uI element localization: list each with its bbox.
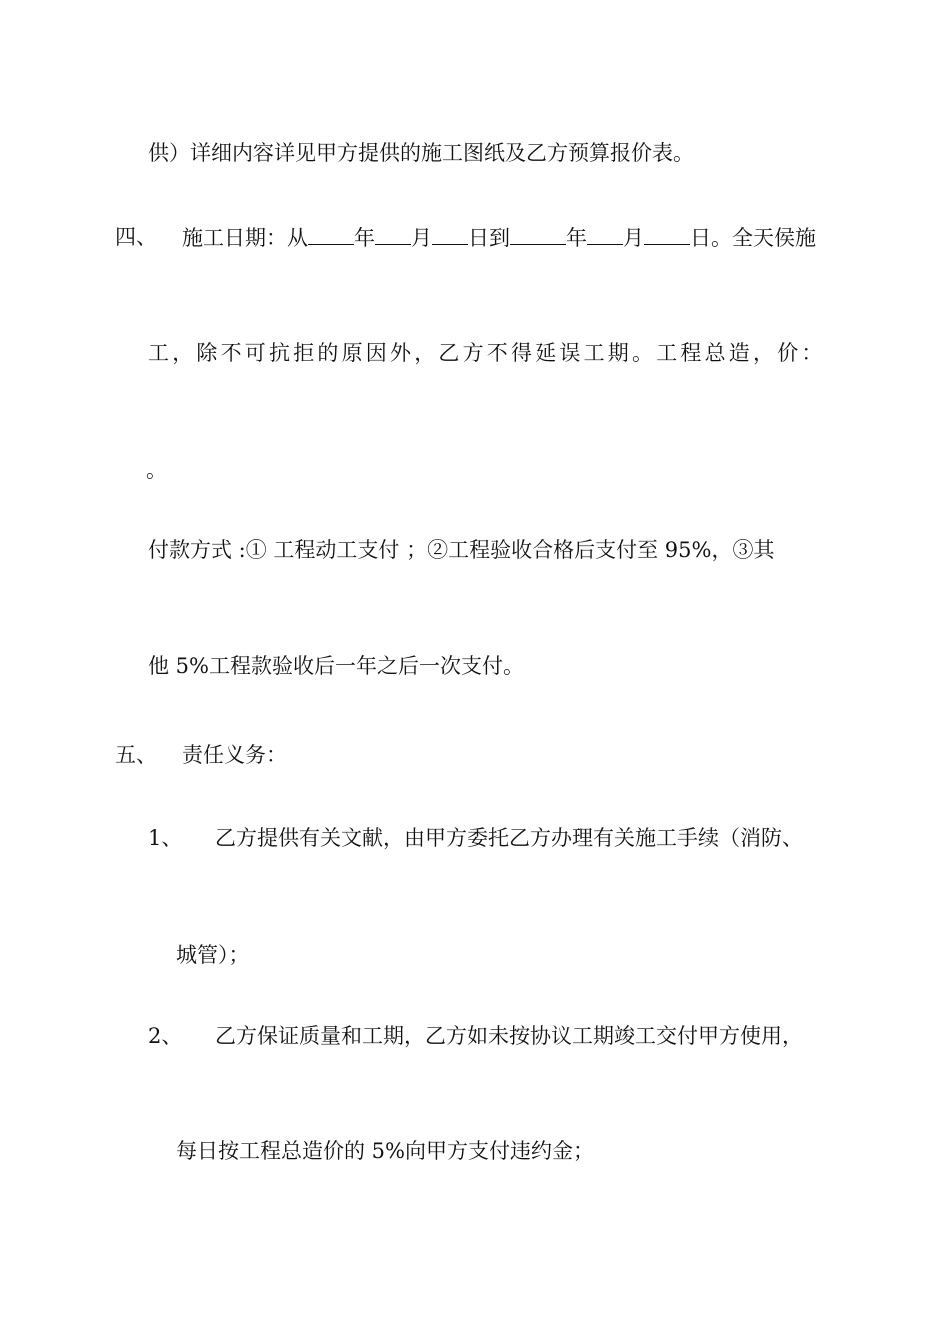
item-1-continuation: 城管）； (176, 943, 250, 967)
dates-tail: 日。全天侯施 (690, 226, 816, 250)
section-4-number: 四、 (115, 225, 157, 249)
year-label-1: 年 (354, 226, 375, 250)
blank-start-year (308, 222, 354, 245)
item-1-number: 1、 (148, 826, 183, 850)
blank-start-month (375, 222, 411, 245)
section-5-number: 五、 (115, 743, 157, 767)
blank-end-day (644, 222, 690, 245)
month-label-1: 月 (411, 226, 432, 250)
blank-end-month (587, 222, 623, 245)
day-label-1: 日到 (468, 226, 510, 250)
paragraph-line-schedule: 工，除不可抗拒的原因外，乙方不得延误工期。工程总造，价： (148, 341, 826, 365)
blank-end-year (510, 222, 566, 245)
paragraph-line-period: 。 (146, 458, 167, 482)
paragraph-line-drawings: 供）详细内容详见甲方提供的施工图纸及乙方预算报价表。 (148, 141, 694, 165)
item-2-text: 乙方保证质量和工期，乙方如未按协议工期竣工交付甲方使用， (215, 1024, 803, 1048)
year-label-2: 年 (566, 226, 587, 250)
dates-label: 施工日期：从 (182, 226, 308, 250)
paragraph-line-payment-remainder: 他 5%工程款验收后一年之后一次支付。 (148, 654, 524, 678)
blank-start-day (432, 222, 468, 245)
paragraph-line-payment-method: 付款方式 :① 工程动工支付 ；②工程验收合格后支付至 95%，③其 (148, 538, 775, 562)
item-2-number: 2、 (148, 1024, 183, 1048)
item-1-text: 乙方提供有关文献，由甲方委托乙方办理有关施工手续（消防、 (215, 826, 803, 850)
section-5-heading: 责任义务： (182, 743, 287, 767)
section-4-construction-dates (182, 222, 816, 253)
month-label-2: 月 (623, 226, 644, 250)
item-2-continuation: 每日按工程总造价的 5%向甲方支付违约金； (176, 1139, 594, 1163)
